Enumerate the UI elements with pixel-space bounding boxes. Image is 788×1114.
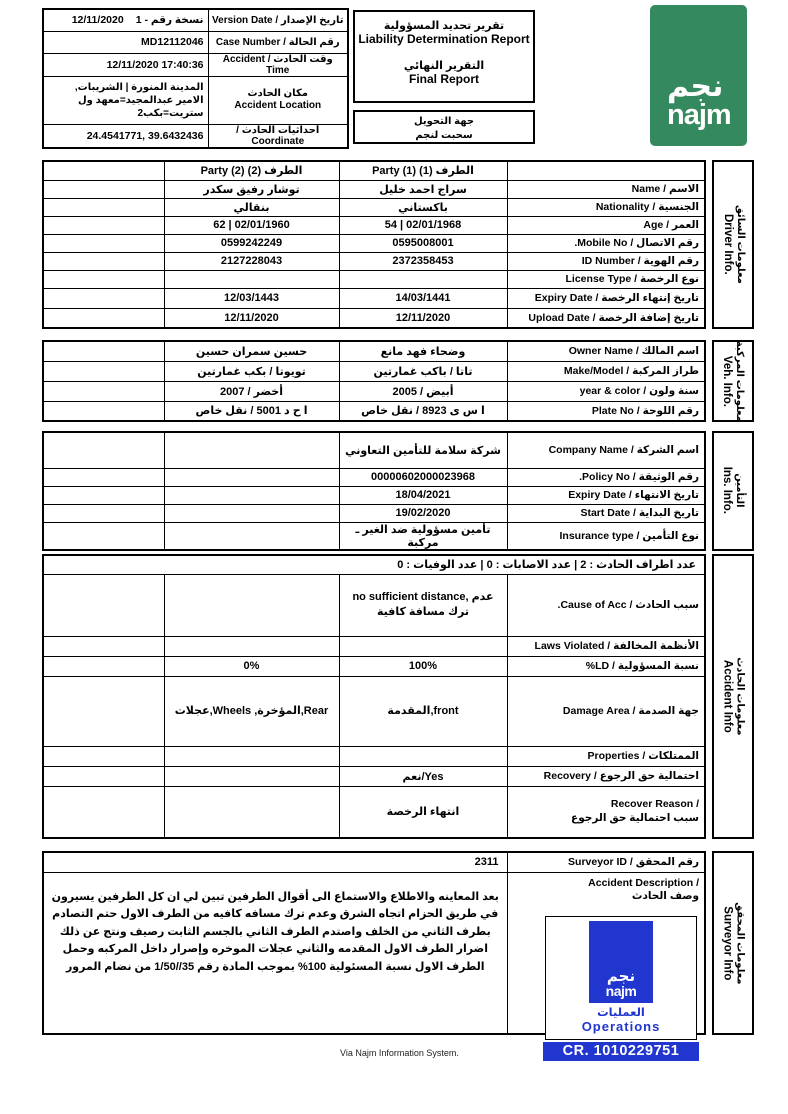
value-party2 — [164, 746, 339, 766]
veh-info-section — [42, 340, 754, 422]
row-label: تاريخ إنتهاء الرخصة / Expiry Date — [507, 288, 705, 308]
row-label: الأنظمة المخالفة / Laws Violated — [507, 636, 705, 656]
meta-table — [42, 8, 349, 149]
value-party1: 14/03/1441 — [339, 288, 507, 308]
row-label: نسبة المسؤولية / LD% — [507, 656, 705, 676]
section-label-en: Surveyor Info — [721, 905, 734, 981]
value-party1: تأمين مسؤولية ضد الغير ـ مركبة — [339, 522, 507, 550]
value-party2: حسين سمران حسين — [164, 341, 339, 361]
row-label: سنة ولون / year & color — [507, 381, 705, 401]
row-label: طراز المركبة / Make/Model — [507, 361, 705, 381]
accident-description-label-ar: وصف الحادث — [631, 890, 699, 903]
accident-description-label-en: Accident Description / — [588, 876, 699, 889]
ops-dept-english: Operations — [581, 1019, 661, 1034]
section-label-ar: معلومات السائق — [734, 205, 746, 284]
value-party1: سراج احمد خليل — [339, 180, 507, 198]
footer-note: Via Najm Information System. — [340, 1048, 459, 1058]
ops-logo-arabic: نجم — [606, 968, 636, 985]
value-party1 — [339, 636, 507, 656]
cell-empty — [43, 252, 164, 270]
value-party2: ا ح د 5001 / نقل خاص — [164, 401, 339, 421]
section-label-ar: معلومات المركبة — [734, 340, 746, 422]
ins-info-side-label — [712, 431, 754, 551]
cell-empty — [43, 656, 164, 676]
value-party2 — [164, 636, 339, 656]
cell-empty — [43, 504, 164, 522]
value-party2 — [164, 270, 339, 288]
row-label: اسم المالك / Owner Name — [507, 341, 705, 361]
transfer-detail-ar: سحبت لنجم — [415, 129, 473, 141]
value-party1: 18/04/2021 — [339, 486, 507, 504]
value-party1: أبيض / 2005 — [339, 381, 507, 401]
row-label: سبب الحادث / Cause of Acc. — [507, 574, 705, 636]
cell-empty — [43, 234, 164, 252]
value-party1: no sufficient distance, عدم ترك مسافة كافية — [339, 574, 507, 636]
value-party2 — [164, 786, 339, 838]
cell-empty — [43, 198, 164, 216]
cell-empty — [43, 381, 164, 401]
cell-empty — [43, 161, 164, 180]
value-party1: 2372358453 — [339, 252, 507, 270]
version-date-value — [43, 9, 208, 31]
value-party1: انتهاء الرخصة — [339, 786, 507, 838]
cell-empty — [43, 216, 164, 234]
section-label-ar: معلومات المحقق — [734, 901, 746, 985]
value-party1: وضحاء فهد مانع — [339, 341, 507, 361]
row-label: الجنسية / Nationality — [507, 198, 705, 216]
najm-logo-arabic: نجم — [667, 70, 724, 104]
najm-operations-square — [589, 921, 653, 1003]
value-party2: أخضر / 2007 — [164, 381, 339, 401]
value-party2 — [164, 486, 339, 504]
row-label: اسم الشركة / Company Name — [507, 432, 705, 468]
row-label — [507, 786, 705, 838]
najm-logo-latin: najm — [667, 99, 731, 132]
accident-location-label — [208, 76, 348, 124]
value-party1: 00000602000023968 — [339, 468, 507, 486]
value-party2: 0% — [164, 656, 339, 676]
cell-empty — [43, 308, 164, 328]
version-date-wrap — [48, 14, 204, 26]
value-party2 — [164, 504, 339, 522]
accident-time-value: 12/11/2020 17:40:36 — [43, 53, 208, 76]
value-party1: 100% — [339, 656, 507, 676]
row-label: رقم اللوحة / Plate No — [507, 401, 705, 421]
value-party1: المقدمة,front — [339, 676, 507, 746]
section-label-ar: التأمين — [734, 473, 746, 508]
party2-header: الطرف (2) Party (2) — [164, 161, 339, 180]
coordinate-value: 24.4541771, 39.6432436 — [43, 124, 208, 148]
section-label-en: Driver Info. — [721, 214, 734, 275]
recover-reason-label-en: Recover Reason / — [610, 798, 699, 811]
driver-info-section — [42, 160, 754, 329]
veh-info-side-label — [712, 340, 754, 422]
version-copy-number: نسخة رقم - 1 — [135, 14, 204, 27]
title-area — [353, 10, 535, 144]
value-party1: 0595008001 — [339, 234, 507, 252]
cell-empty — [43, 288, 164, 308]
value-party1: باكستاني — [339, 198, 507, 216]
accident-location-value: المدينة المنورة | الشريبات, الامير عبدالمجيد=معهد ول ستريت=بكب2 — [43, 76, 208, 124]
case-number-label: رقم الحالة / Case Number — [208, 31, 348, 53]
driver-info-table — [42, 160, 706, 329]
report-title-en: Liability Determination Report — [358, 32, 530, 46]
cell-empty — [43, 401, 164, 421]
row-label: الاسم / Name — [507, 180, 705, 198]
surveyor-info-side-label — [712, 851, 754, 1035]
cell-empty — [43, 766, 164, 786]
cell-empty — [43, 786, 164, 838]
value-party2: 12/11/2020 — [164, 308, 339, 328]
cell-empty — [43, 522, 164, 550]
surveyor-id-label: رقم المحقق / Surveyor ID — [507, 852, 705, 872]
najm-logo — [650, 5, 747, 146]
cr-number-bar: CR. 1010229751 — [543, 1042, 699, 1061]
section-label-ar: معلومات الحادث — [734, 657, 746, 736]
cell-empty — [43, 468, 164, 486]
cell-empty — [43, 361, 164, 381]
row-label: احتمالية حق الرجوع / Recovery — [507, 766, 705, 786]
recover-reason-label-ar: سبب احتمالية حق الرجوع — [571, 811, 699, 824]
party1-header: الطرف (1) Party (1) — [339, 161, 507, 180]
value-party2: بنقالي — [164, 198, 339, 216]
report-title-box — [353, 10, 535, 103]
najm-operations-logo — [545, 916, 697, 1040]
cell-empty — [43, 636, 164, 656]
value-party2 — [164, 574, 339, 636]
accident-description-text: بعد المعاينه والاطلاع والاستماع الى أقوال الطرفين تبين لي ان كل الطرفين يسيرون في طريق الحزام اتجاه الشرق وعدم ترك مسافه كافيه من الطرف الاول حتم التصادم بطرف الثاني من الخلف واصتدم الطرف الثاني بالجسم الثابت رصيف ونتج عن ذلك اضرار الطرف الاول المقدمه والثاني عجلات الموخره وإصرار داخل المركبه وحمل الطرف الاول نسبة المسئولية 100% بموجب المادة رقم 35//1/50 من نضام المرور — [43, 872, 507, 1034]
cell-empty — [43, 341, 164, 361]
accident-info-section — [42, 554, 754, 839]
row-label: جهة الصدمة / Damage Area — [507, 676, 705, 746]
ins-info-table — [42, 431, 706, 551]
value-party2 — [164, 766, 339, 786]
value-party2: 12/03/1443 — [164, 288, 339, 308]
accident-info-table — [42, 554, 706, 839]
cell-empty — [43, 746, 164, 766]
row-label: نوع التأمين / Insurance type — [507, 522, 705, 550]
report-subtitle-en: Final Report — [408, 72, 479, 86]
row-label: تاريخ إضافة الرخصة / Upload Date — [507, 308, 705, 328]
value-party2 — [164, 432, 339, 468]
row-label: تاريخ الانتهاء / Expiry Date — [507, 486, 705, 504]
case-number-value: MD12112046 — [43, 31, 208, 53]
accident-location-label-en: Accident Location — [234, 100, 322, 111]
value-party1: شركة سلامة للتأمين التعاوني — [339, 432, 507, 468]
transfer-box — [353, 110, 535, 144]
value-party2 — [164, 522, 339, 550]
value-party2: عجلات,Wheels ,المؤخرة,Rear — [164, 676, 339, 746]
value-party2: 0599242249 — [164, 234, 339, 252]
value-party1 — [339, 746, 507, 766]
value-party1 — [339, 270, 507, 288]
cell-empty — [43, 270, 164, 288]
value-party1: نعم/Yes — [339, 766, 507, 786]
value-party1: ا س ى 8923 / نقل خاص — [339, 401, 507, 421]
value-party2: 2127228043 — [164, 252, 339, 270]
transfer-label-ar: جهة التحويل — [413, 116, 475, 127]
accident-info-side-label — [712, 554, 754, 839]
report-subtitle-ar: التقرير النهائي — [403, 60, 485, 72]
row-label: تاريخ البداية / Start Date — [507, 504, 705, 522]
cell-empty — [43, 676, 164, 746]
row-label: العمر / Age — [507, 216, 705, 234]
report-title-ar: تقرير تحديد المسؤولية — [383, 20, 505, 32]
row-label: رقم الهوية / ID Number — [507, 252, 705, 270]
version-date-date: 12/11/2020 — [71, 14, 124, 27]
cell-empty — [43, 180, 164, 198]
value-party1: تاتا / باكب غمارتين — [339, 361, 507, 381]
cell-empty — [43, 486, 164, 504]
driver-info-side-label — [712, 160, 754, 329]
section-label-en: Ins. Info. — [721, 467, 734, 515]
surveyor-id-value: 2311 — [43, 852, 507, 872]
accident-time-label: وقت الحادث / Accident Time — [208, 53, 348, 76]
row-label: رقم الوثيقة / Policy No. — [507, 468, 705, 486]
row-label: نوع الرخصة / License Type — [507, 270, 705, 288]
cell-empty — [43, 574, 164, 636]
ins-info-section — [42, 431, 754, 551]
cell-empty — [43, 432, 164, 468]
row-label: الممتلكات / Properties — [507, 746, 705, 766]
row-label: رقم الاتصال / Mobile No. — [507, 234, 705, 252]
value-party1: 19/02/2020 — [339, 504, 507, 522]
veh-info-table — [42, 340, 706, 422]
value-party2: تويوتا / بكب غمارتين — [164, 361, 339, 381]
coordinate-label: أحداثيات الحادث / Coordinate — [208, 124, 348, 148]
ops-dept-arabic: العمليات — [597, 1007, 645, 1019]
value-party2: توشار رفيق سكدر — [164, 180, 339, 198]
value-party1: 12/11/2020 — [339, 308, 507, 328]
value-party2 — [164, 468, 339, 486]
section-label-en: Accident Info — [721, 660, 734, 733]
ops-logo-latin: najm — [605, 983, 637, 999]
value-party2: 62 | 02/01/1960 — [164, 216, 339, 234]
value-party1: 54 | 02/01/1968 — [339, 216, 507, 234]
version-date-label: تاريخ الإصدار / Version Date — [208, 9, 348, 31]
accident-counts-line: عدد اطراف الحادث : 2 | عدد الاصابات : 0 | عدد الوفيات : 0 — [43, 555, 705, 574]
section-label-en: Veh. Info. — [721, 355, 734, 407]
accident-location-label-ar: مكان الحادث — [247, 87, 308, 99]
cell-empty — [507, 161, 705, 180]
